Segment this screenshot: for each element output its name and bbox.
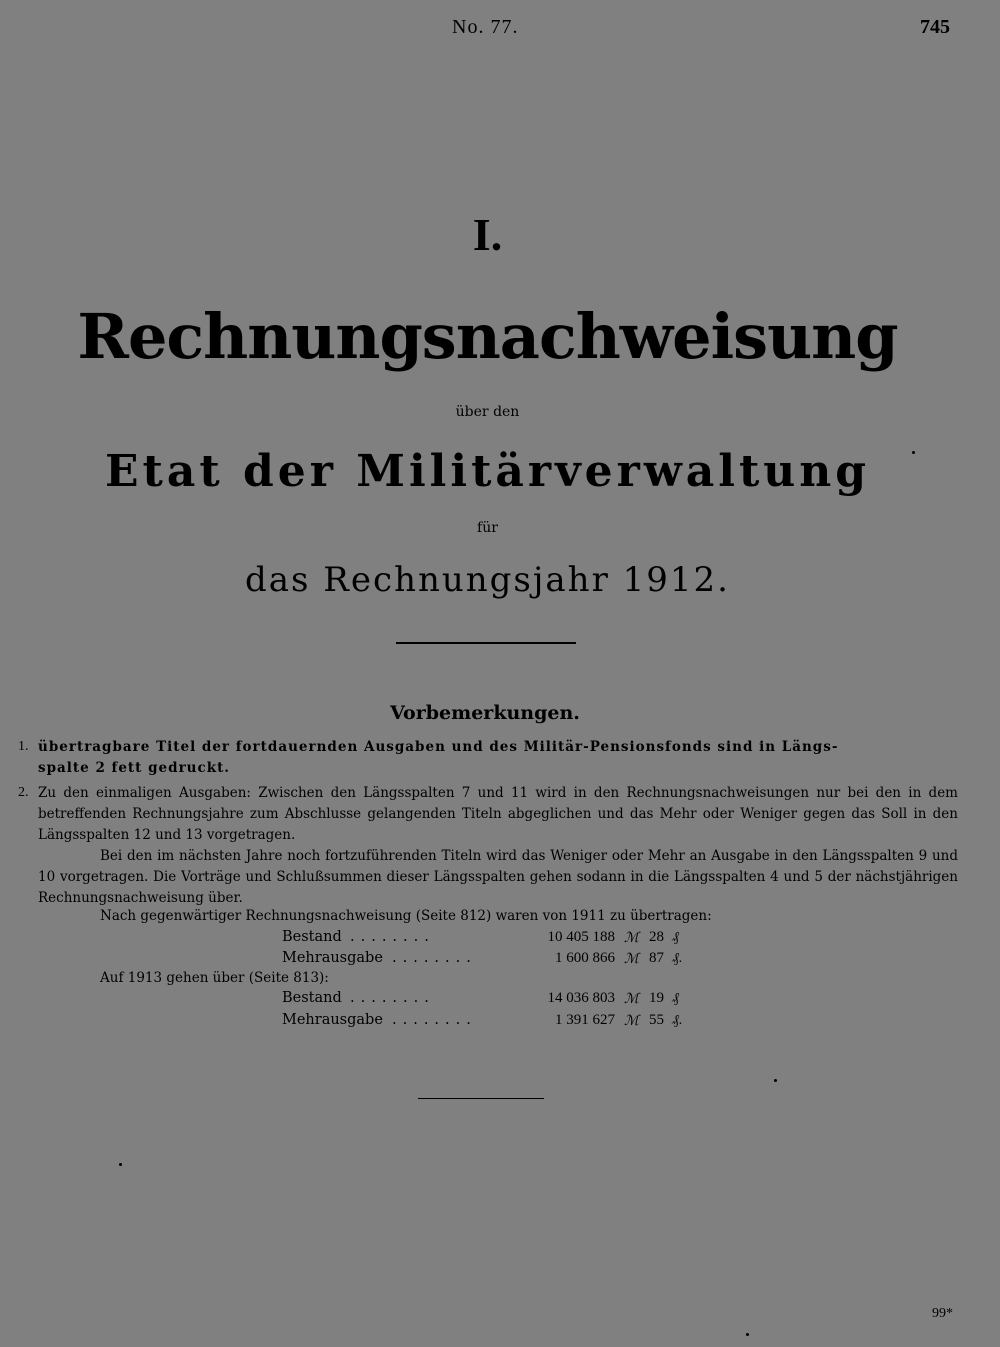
item-2-number: 2. <box>18 785 29 800</box>
block1-cent-unit-1: ₰ <box>672 930 679 945</box>
main-title: Rechnungsnachweisung <box>77 300 898 373</box>
item-1-line-1: übertragbare Titel der fortdauernden Ausgaben und des Militär-Pensionsfonds sind in Längs- <box>38 739 839 755</box>
block2-cent-unit-2: ₰. <box>672 1013 683 1028</box>
sub-title: Etat der Militärverwaltung <box>104 446 871 497</box>
block2-amount-mehrausgabe: 1 391 627 <box>555 1012 615 1028</box>
block1-label-bestand: Bestand <box>282 929 342 945</box>
section-roman-numeral: I. <box>472 209 503 260</box>
block2-cents-bestand: 19 <box>649 990 664 1006</box>
block2-label-bestand: Bestand <box>282 990 342 1006</box>
connector-ueber-den: über den <box>455 404 520 420</box>
block2-dots-1: ........ <box>350 990 435 1006</box>
item-2-paragraph-1: Zu den einmaligen Ausgaben: Zwischen den Längsspalten 7 und 11 wird in den Rechnungsnachweisungen nur bei den in dem betreffenden Rechnungsjahre zum Abschlusse gelangenden Titeln abgeglichen und das Mehr oder Weniger gegen das Soll in den Längsspalten 12 und 13 vorgetragen. <box>38 785 958 843</box>
block1-amount-bestand: 10 405 188 <box>547 929 615 945</box>
block1-dots-2: ........ <box>392 950 477 966</box>
item-2-paragraph-3: Nach gegenwärtiger Rechnungsnachweisung (Seite 812) waren von 1911 zu übertragen: <box>100 908 712 924</box>
block1-dots-1: ........ <box>350 929 435 945</box>
block1-cents-bestand: 28 <box>649 929 664 945</box>
block1-cents-mehrausgabe: 87 <box>649 950 664 966</box>
block1-label-mehrausgabe: Mehrausgabe <box>282 950 383 966</box>
block2-unit-mark-1: ℳ <box>624 992 639 1007</box>
block2-unit-mark-2: ℳ <box>624 1014 639 1029</box>
bottom-divider <box>418 1098 544 1099</box>
block1-cent-unit-2: ₰. <box>672 951 683 966</box>
print-speck <box>912 451 915 454</box>
year-title: das Rechnungsjahr 1912. <box>245 560 730 600</box>
block1-unit-mark-2: ℳ <box>624 952 639 967</box>
item-2-paragraph-2: Bei den im nächsten Jahre noch fortzuführenden Titeln wird das Weniger oder Mehr an Ausgabe in den Längsspalten 9 und 10 vorgetragen. Die Vorträge und Schlußsummen dieser Längsspalten gehen sodann in die Längsspalten 4 und 5 der nächstjährigen Rechnungsnachweisung über. <box>38 848 958 906</box>
block2-cent-unit-1: ₰ <box>672 991 679 1006</box>
item-2-paragraph-4: Auf 1913 gehen über (Seite 813): <box>100 970 329 986</box>
connector-fuer: für <box>477 520 498 536</box>
print-speck <box>774 1079 777 1082</box>
item-1-line-2: spalte 2 fett gedruckt. <box>38 760 231 776</box>
page-number: 745 <box>920 16 950 38</box>
block2-amount-bestand: 14 036 803 <box>547 990 615 1006</box>
remarks-heading: Vorbemerkungen. <box>390 702 580 724</box>
print-speck <box>746 1333 749 1336</box>
print-speck <box>119 1163 122 1166</box>
block2-label-mehrausgabe: Mehrausgabe <box>282 1012 383 1028</box>
item-1-number: 1. <box>18 739 29 754</box>
title-divider <box>396 642 576 644</box>
block2-dots-2: ........ <box>392 1012 477 1028</box>
block2-cents-mehrausgabe: 55 <box>649 1012 664 1028</box>
issue-number: No. 77. <box>452 16 519 38</box>
block1-unit-mark-1: ℳ <box>624 931 639 946</box>
signature-mark: 99* <box>932 1306 953 1321</box>
block1-amount-mehrausgabe: 1 600 866 <box>555 950 615 966</box>
